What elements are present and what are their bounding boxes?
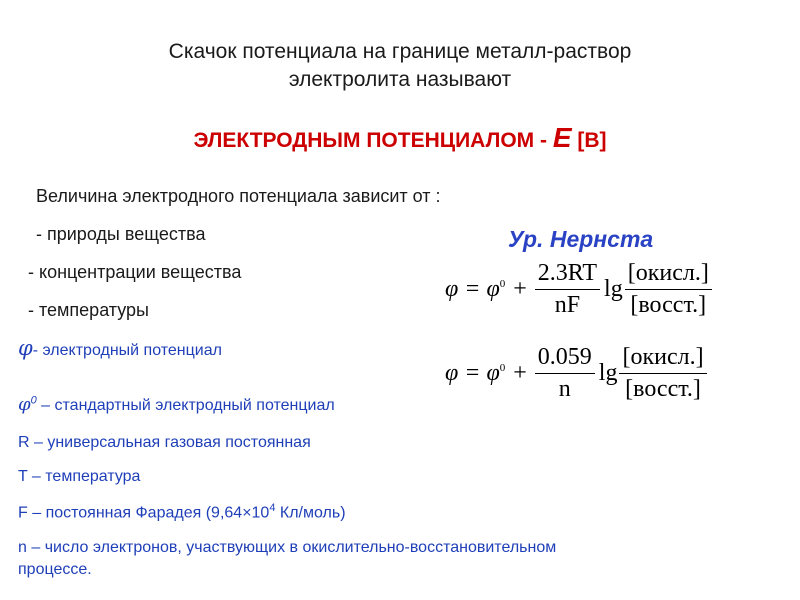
formula2-ratio bbox=[619, 344, 706, 403]
legend-f bbox=[18, 502, 346, 522]
legend-f-prefix: F – постоянная Фарадея (9,64×10 bbox=[18, 504, 270, 522]
legend-phi0-text: – стандартный электродный потенциал bbox=[36, 397, 335, 414]
legend-n-line-2: процессе. bbox=[18, 561, 92, 578]
legend-phi bbox=[18, 336, 222, 360]
legend-phi-symbol: φ bbox=[18, 336, 33, 360]
formula2-plus: + bbox=[513, 360, 527, 386]
formula1-coef bbox=[535, 260, 600, 319]
legend-r: R – универсальная газовая постоянная bbox=[18, 434, 311, 451]
formula1-ratio bbox=[625, 260, 712, 319]
nernst-title: Ур. Нернста bbox=[508, 226, 654, 252]
term-symbol: E bbox=[552, 122, 572, 153]
formula2-coef bbox=[535, 344, 595, 403]
term-heading bbox=[0, 122, 800, 154]
nernst-formula-1 bbox=[445, 260, 712, 319]
formula1-den: nF bbox=[554, 292, 581, 318]
legend-t: T – температура bbox=[18, 468, 141, 485]
legend-phi0 bbox=[18, 394, 335, 415]
formula1-lhs: φ = φ bbox=[445, 276, 500, 302]
depends-intro: Величина электродного потенциала зависит от : bbox=[36, 186, 441, 206]
formula1-plus: + bbox=[513, 276, 527, 302]
formula2-frac-den: [восст.] bbox=[625, 376, 701, 402]
legend-f-sup: 4 bbox=[269, 502, 276, 514]
formula2-lhs: φ = φ bbox=[445, 360, 500, 386]
formula1-num: 2.3RT bbox=[535, 260, 600, 290]
depends-item-1: - природы вещества bbox=[36, 224, 206, 244]
nernst-formula-2 bbox=[445, 344, 707, 403]
formula2-lg: lg bbox=[598, 360, 618, 386]
depends-item-2: - концентрации вещества bbox=[28, 262, 242, 282]
formula2-sup: 0 bbox=[499, 362, 506, 374]
title-line-1: Скачок потенциала на границе металл-раствор bbox=[168, 40, 632, 63]
term-unit: [В] bbox=[571, 129, 607, 152]
formula1-frac-den: [восст.] bbox=[630, 292, 707, 318]
formula1-sup: 0 bbox=[499, 278, 506, 290]
formula2-den: n bbox=[558, 376, 571, 402]
legend-n-line-1: n – число электронов, участвующих в окислительно-восстановительном bbox=[18, 539, 557, 556]
legend-phi0-symbol: φ bbox=[18, 394, 31, 415]
formula2-num: 0.059 bbox=[535, 344, 595, 374]
formula1-lg: lg bbox=[604, 276, 623, 302]
legend-phi-text: - электродный потенциал bbox=[32, 342, 222, 359]
legend-phi0-sup: 0 bbox=[30, 394, 37, 407]
title-line-2: электролита называют bbox=[288, 68, 512, 91]
term-text: ЭЛЕКТРОДНЫМ ПОТЕНЦИАЛОМ - bbox=[193, 129, 553, 152]
formula2-frac-num: [окисл.] bbox=[619, 344, 706, 374]
formula1-frac-num: [окисл.] bbox=[625, 260, 712, 290]
legend-f-suffix: Кл/моль) bbox=[275, 504, 346, 522]
depends-item-3: - температуры bbox=[28, 300, 149, 320]
